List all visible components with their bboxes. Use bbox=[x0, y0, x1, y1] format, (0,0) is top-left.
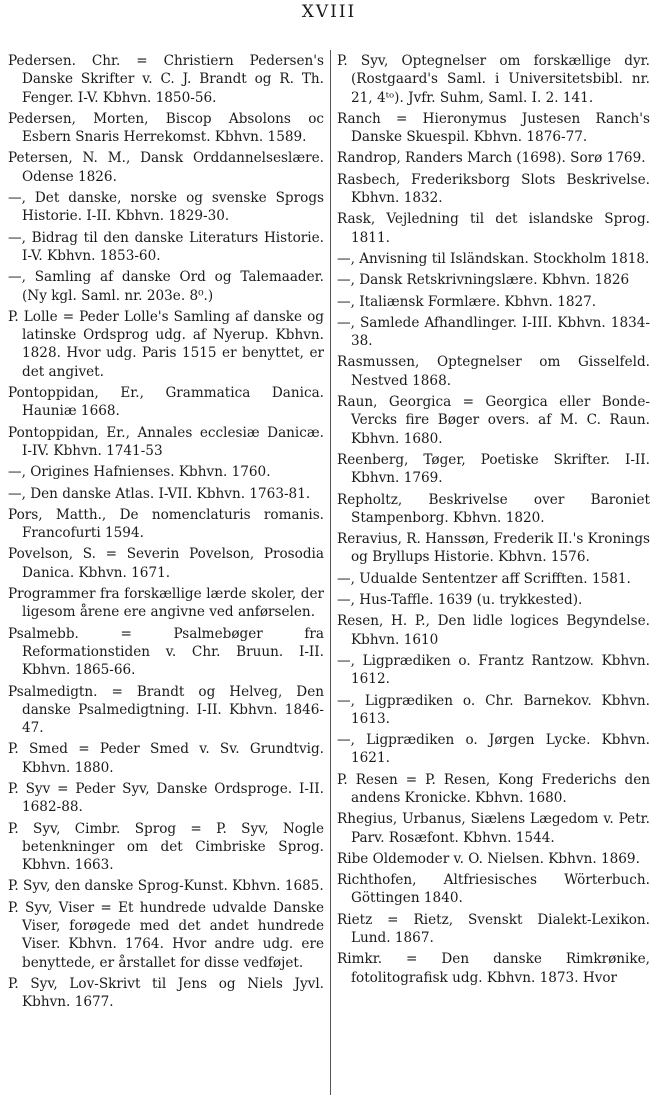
bibliography-entry: —, Samlede Afhandlinger. I-III. Kbhvn. 1834-38. bbox=[337, 314, 650, 350]
bibliography-entry: Petersen, N. M., Dansk Orddannelseslære. Odense 1826. bbox=[8, 150, 324, 185]
bibliography-entry: Rask, Vejledning til det islandske Sprog. 1811. bbox=[337, 211, 650, 246]
bibliography-entry: Rhegius, Urbanus, Siælens Lægedom v. Petr. Parv. Rosæfont. Kbhvn. 1544. bbox=[337, 811, 650, 846]
right-column bbox=[337, 52, 650, 987]
bibliography-entry: Rimkr. = Den danske Rimkrønike, fotolitografisk udg. Kbhvn. 1873. Hvor bbox=[337, 951, 650, 986]
bibliography-entry: —, Dansk Retskrivningslære. Kbhvn. 1826 bbox=[337, 272, 630, 289]
bibliography-entry: —, Italiænsk Formlære. Kbhvn. 1827. bbox=[337, 293, 597, 310]
bibliography-entry: Randrop, Randers March (1698). Sorø 1769. bbox=[337, 150, 646, 167]
bibliography-entry: —, Origines Hafnienses. Kbhvn. 1760. bbox=[8, 464, 271, 481]
bibliography-entry: Reenberg, Tøger, Poetiske Skrifter. I-II. Kbhvn. 1769. bbox=[337, 451, 650, 487]
bibliography-entry: Resen, H. P., Den lidle logices Begyndelse. Kbhvn. 1610 bbox=[337, 613, 650, 648]
bibliography-entry: P. Resen = P. Resen, Kong Frederichs den andens Kronicke. Kbhvn. 1680. bbox=[337, 771, 650, 806]
bibliography-entry: P. Syv, Lov-Skrivt til Jens og Niels Jyvl. Kbhvn. 1677. bbox=[8, 975, 324, 1011]
bibliography-entry: —, Ligprædiken o. Jørgen Lycke. Kbhvn. 1621. bbox=[337, 732, 650, 767]
bibliography-entry: Reravius, R. Hanssøn, Frederik II.'s Kronings og Bryllups Historie. Kbhvn. 1576. bbox=[337, 531, 651, 566]
bibliography-entry: P. Syv, Viser = Et hundrede udvalde Danske Viser, forøgede med det andet hundrede Viser. Kbhvn. 1764. Hvor andre udg. ere benyttede, er årstallet for disse vedføjet. bbox=[8, 899, 324, 971]
bibliography-entry: Psalmedigtn. = Brandt og Helveg, Den danske Psalmedigtning. I-II. Kbhvn. 1846-47. bbox=[8, 683, 324, 737]
bibliography-entry: Programmer fra forskællige lærde skoler, der ligesom årene ere angivne ved anførselen. bbox=[8, 586, 324, 621]
bibliography-entry: Repholtz, Beskrivelse over Baroniet Stampenborg. Kbhvn. 1820. bbox=[337, 491, 650, 526]
bibliography-entry: —, Hus-Taffle. 1639 (u. trykkested). bbox=[337, 592, 583, 609]
bibliography-entry: P. Syv, Optegnelser om forskællige dyr. (Rostgaard's Saml. i Universitetsbibl. nr. 21, 4ᵗᵒ). Jvfr. Suhm, Saml. I. 2. 141. bbox=[337, 53, 650, 106]
bibliography-entry: Rietz = Rietz, Svenskt Dialekt-Lexikon. Lund. 1867. bbox=[337, 911, 650, 947]
bibliography-entry: —, Udualde Sententzer aff Scrifften. 1581. bbox=[337, 570, 631, 587]
bibliography-entry: P. Syv = Peder Syv, Danske Ordsproge. I-II. 1682-88. bbox=[8, 780, 324, 816]
bibliography-entry: —, Samling af danske Ord og Talemaader. (Ny kgl. Saml. nr. 203e. 8⁰.) bbox=[8, 269, 324, 304]
bibliography-entry: —, Ligprædiken o. Frantz Rantzow. Kbhvn. 1612. bbox=[337, 652, 650, 688]
bibliography-entry: Rasmussen, Optegnelser om Gisselfeld. Nestved 1868. bbox=[337, 354, 650, 389]
bibliography-entry: P. Lolle = Peder Lolle's Samling af danske og latinske Ordsprog udg. af Nyerup. Kbhvn. 1828. Hvor udg. Paris 1515 er benyttet, er det angivet. bbox=[8, 308, 324, 380]
bibliography-entry: —, Bidrag til den danske Literaturs Historie. I-V. Kbhvn. 1853-60. bbox=[8, 229, 324, 264]
bibliography-entry: Rasbech, Frederiksborg Slots Beskrivelse. Kbhvn. 1832. bbox=[337, 171, 650, 207]
left-column bbox=[8, 52, 324, 1012]
column-divider bbox=[330, 50, 331, 1095]
bibliography-entry: —, Det danske, norske og svenske Sprogs Historie. I-II. Kbhvn. 1829-30. bbox=[8, 190, 324, 225]
bibliography-entry: Ranch = Hieronymus Justesen Ranch's Danske Skuespil. Kbhvn. 1876-77. bbox=[337, 110, 650, 146]
bibliography-entry: P. Syv, den danske Sprog-Kunst. Kbhvn. 1685. bbox=[8, 878, 324, 895]
bibliography-entry: Raun, Georgica = Georgica eller Bonde-Vercks fire Bøger overs. af M. C. Raun. Kbhvn. 1680. bbox=[337, 394, 650, 447]
bibliography-entry: Pors, Matth., De nomenclaturis romanis. Francofurti 1594. bbox=[8, 506, 324, 542]
bibliography-entry: Psalmebb. = Psalmebøger fra Reformationstiden v. Chr. Bruun. I-II. Kbhvn. 1865-66. bbox=[8, 625, 324, 679]
bibliography-entry: P. Syv, Cimbr. Sprog = P. Syv, Nogle betenkninger om det Cimbriske Sprog. Kbhvn. 1663. bbox=[8, 820, 324, 874]
bibliography-entry: Pontoppidan, Er., Grammatica Danica. Hauniæ 1668. bbox=[8, 385, 324, 420]
bibliography-entry: —, Ligprædiken o. Chr. Barnekov. Kbhvn. 1613. bbox=[337, 692, 650, 727]
bibliography-entry: P. Smed = Peder Smed v. Sv. Grundtvig. Kbhvn. 1880. bbox=[8, 741, 324, 776]
page-number: XVIII bbox=[301, 2, 357, 22]
bibliography-entry: Ribe Oldemoder v. O. Nielsen. Kbhvn. 1869. bbox=[337, 850, 640, 867]
bibliography-entry: Pedersen. Chr. = Christiern Pedersen's Danske Skrifter v. C. J. Brandt og R. Th. Fenger. I-V. Kbhvn. 1850-56. bbox=[8, 53, 324, 106]
bibliography-entry: Pontoppidan, Er., Annales ecclesiæ Danicæ. I-IV. Kbhvn. 1741-53 bbox=[8, 424, 324, 459]
bibliography-entry: Povelson, S. = Severin Povelson, Prosodia Danica. Kbhvn. 1671. bbox=[8, 546, 324, 581]
bibliography-entry: —, Anvisning til Isländskan. Stockholm 1818. bbox=[337, 250, 650, 267]
bibliography-entry: Richthofen, Altfriesisches Wörterbuch. Göttingen 1840. bbox=[337, 872, 650, 907]
bibliography-entry: Pedersen, Morten, Biscop Absolons oc Esbern Snaris Herrekomst. Kbhvn. 1589. bbox=[8, 110, 324, 146]
bibliography-entry: —, Den danske Atlas. I-VII. Kbhvn. 1763-81. bbox=[8, 485, 311, 502]
